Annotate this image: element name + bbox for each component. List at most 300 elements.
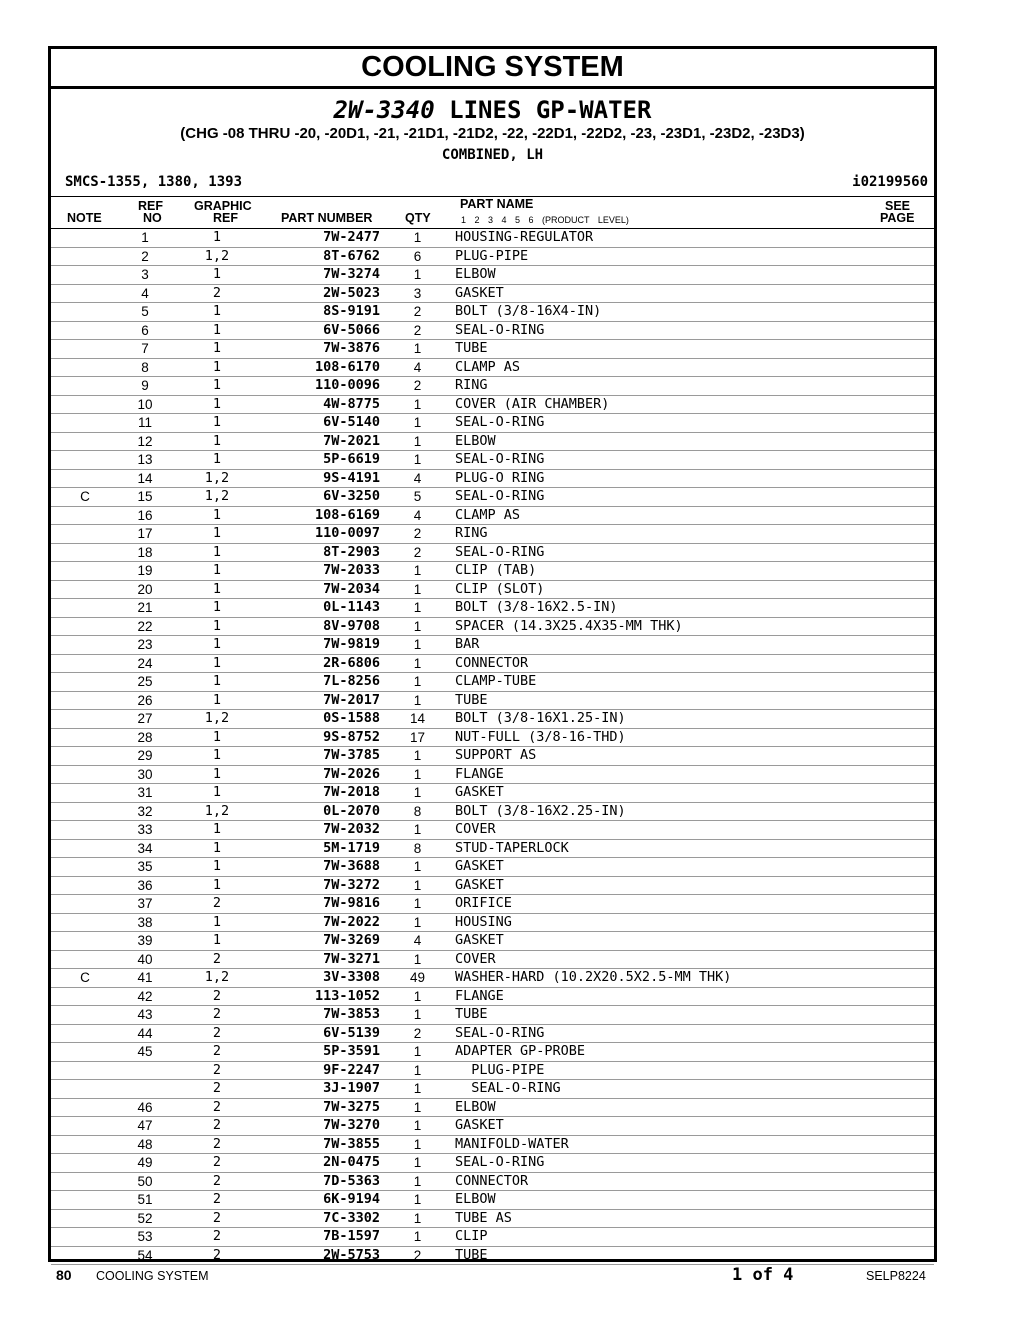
- table-row: [51, 895, 934, 914]
- row-see-page: [905, 950, 934, 969]
- row-note: C: [51, 969, 119, 988]
- row-note: [51, 432, 119, 451]
- row-note: [51, 747, 119, 766]
- table-row: [51, 1246, 934, 1265]
- row-part-name: SEAL-O-RING: [455, 451, 905, 470]
- row-graphic-ref: 1: [171, 858, 263, 877]
- row-part-number[interactable]: 6V-5140: [263, 414, 380, 433]
- row-see-page: [905, 895, 934, 914]
- row-part-number[interactable]: 5P-3591: [263, 1043, 380, 1062]
- row-ref-number: 12: [119, 432, 171, 451]
- row-ref-number: 21: [119, 599, 171, 618]
- row-see-page: [905, 432, 934, 451]
- row-qty: 1: [380, 617, 455, 636]
- row-part-name: COVER: [455, 950, 905, 969]
- row-see-page: [905, 266, 934, 285]
- row-note: [51, 266, 119, 285]
- parts-list-frame: [48, 46, 937, 1262]
- row-part-number[interactable]: 7W-2022: [263, 913, 380, 932]
- table-row: [51, 1117, 934, 1136]
- row-note: [51, 1024, 119, 1043]
- row-qty: 8: [380, 839, 455, 858]
- row-see-page: [905, 1117, 934, 1136]
- row-part-number[interactable]: 7W-3275: [263, 1098, 380, 1117]
- row-graphic-ref: 1: [171, 728, 263, 747]
- header-ref-line2: NO: [143, 211, 162, 225]
- row-graphic-ref: 1,2: [171, 247, 263, 266]
- row-part-number[interactable]: 7W-3272: [263, 876, 380, 895]
- row-see-page: [905, 987, 934, 1006]
- row-ref-number: 6: [119, 321, 171, 340]
- row-part-name: TUBE: [455, 1006, 905, 1025]
- table-row: [51, 321, 934, 340]
- row-part-number[interactable]: 7W-2477: [263, 229, 380, 247]
- row-see-page: [905, 1080, 934, 1099]
- row-graphic-ref: 1: [171, 691, 263, 710]
- row-graphic-ref: 1: [171, 913, 263, 932]
- row-qty: 4: [380, 358, 455, 377]
- footer-page-of: 1 of 4: [732, 1265, 794, 1285]
- row-see-page: [905, 913, 934, 932]
- row-graphic-ref: 1,2: [171, 469, 263, 488]
- row-part-number[interactable]: 7W-3270: [263, 1117, 380, 1136]
- row-qty: 17: [380, 728, 455, 747]
- row-ref-number: 39: [119, 932, 171, 951]
- row-part-number[interactable]: 7W-3855: [263, 1135, 380, 1154]
- row-see-page: [905, 932, 934, 951]
- row-ref-number: 53: [119, 1228, 171, 1247]
- table-row: [51, 913, 934, 932]
- row-see-page: [905, 340, 934, 359]
- row-graphic-ref: 2: [171, 950, 263, 969]
- table-row: [51, 747, 934, 766]
- row-see-page: [905, 1135, 934, 1154]
- row-part-name: ADAPTER GP-PROBE: [455, 1043, 905, 1062]
- row-graphic-ref: 1: [171, 580, 263, 599]
- row-graphic-ref: 1: [171, 525, 263, 544]
- row-part-number[interactable]: 6V-5066: [263, 321, 380, 340]
- row-see-page: [905, 728, 934, 747]
- row-ref-number: 10: [119, 395, 171, 414]
- row-part-number[interactable]: 7W-2032: [263, 821, 380, 840]
- row-part-number[interactable]: 8V-9708: [263, 617, 380, 636]
- row-graphic-ref: 1: [171, 876, 263, 895]
- row-part-number[interactable]: 7W-2018: [263, 784, 380, 803]
- row-part-number[interactable]: 8S-9191: [263, 303, 380, 322]
- row-qty: 1: [380, 858, 455, 877]
- row-note: [51, 1006, 119, 1025]
- row-part-number[interactable]: 7W-3274: [263, 266, 380, 285]
- row-ref-number: 42: [119, 987, 171, 1006]
- row-note: [51, 1228, 119, 1247]
- row-see-page: [905, 969, 934, 988]
- row-part-number[interactable]: 9S-8752: [263, 728, 380, 747]
- row-qty: 1: [380, 821, 455, 840]
- row-part-number[interactable]: 0S-1588: [263, 710, 380, 729]
- row-part-name: SEAL-O-RING: [455, 1154, 905, 1173]
- row-graphic-ref: 1: [171, 340, 263, 359]
- row-ref-number: 43: [119, 1006, 171, 1025]
- row-part-number[interactable]: 4W-8775: [263, 395, 380, 414]
- table-header: [51, 196, 934, 229]
- row-graphic-ref: 2: [171, 1228, 263, 1247]
- row-see-page: [905, 229, 934, 247]
- row-note: [51, 895, 119, 914]
- row-qty: 4: [380, 469, 455, 488]
- row-qty: 2: [380, 1246, 455, 1265]
- row-see-page: [905, 784, 934, 803]
- table-row: [51, 876, 934, 895]
- table-row: [51, 969, 934, 988]
- applicability-text: (CHG -08 THRU -20, -20D1, -21, -21D1, -21D2, -22, -22D1, -22D2, -23, -23D1, -23D2, -23D3): [180, 125, 805, 142]
- row-part-name: BOLT (3/8-16X1.25-IN): [455, 710, 905, 729]
- row-qty: 2: [380, 525, 455, 544]
- table-row: [51, 414, 934, 433]
- row-note: [51, 728, 119, 747]
- row-note: [51, 599, 119, 618]
- row-note: [51, 617, 119, 636]
- table-row: [51, 284, 934, 303]
- row-part-number[interactable]: 9F-2247: [263, 1061, 380, 1080]
- row-qty: 4: [380, 506, 455, 525]
- row-ref-number: 15: [119, 488, 171, 507]
- table-row: [51, 839, 934, 858]
- row-note: [51, 1117, 119, 1136]
- row-part-number[interactable]: 8T-2903: [263, 543, 380, 562]
- table-row: [51, 710, 934, 729]
- table-row: [51, 247, 934, 266]
- row-part-name: CLAMP AS: [455, 506, 905, 525]
- row-note: [51, 395, 119, 414]
- row-part-number[interactable]: 2R-6806: [263, 654, 380, 673]
- row-graphic-ref: 1: [171, 654, 263, 673]
- parts-table: [51, 229, 934, 1265]
- row-ref-number: 18: [119, 543, 171, 562]
- table-row: [51, 340, 934, 359]
- row-graphic-ref: 1: [171, 229, 263, 247]
- row-note: [51, 284, 119, 303]
- header-product-levels: 1 2 3 4 5 6 (PRODUCT LEVEL): [461, 215, 629, 225]
- row-part-number[interactable]: 7W-2026: [263, 765, 380, 784]
- row-part-name: GASKET: [455, 858, 905, 877]
- row-qty: 1: [380, 1154, 455, 1173]
- row-part-number[interactable]: 113-1052: [263, 987, 380, 1006]
- row-see-page: [905, 802, 934, 821]
- row-see-page: [905, 469, 934, 488]
- row-see-page: [905, 710, 934, 729]
- row-graphic-ref: 2: [171, 1043, 263, 1062]
- row-see-page: [905, 1098, 934, 1117]
- row-graphic-ref: 1: [171, 321, 263, 340]
- row-qty: 1: [380, 987, 455, 1006]
- row-graphic-ref: 2: [171, 987, 263, 1006]
- row-part-number[interactable]: 2W-5023: [263, 284, 380, 303]
- row-see-page: [905, 358, 934, 377]
- row-part-number[interactable]: 7C-3302: [263, 1209, 380, 1228]
- row-part-number[interactable]: 7W-2034: [263, 580, 380, 599]
- row-part-name: PLUG-O RING: [455, 469, 905, 488]
- row-part-number[interactable]: 6V-5139: [263, 1024, 380, 1043]
- row-part-number[interactable]: 7W-3269: [263, 932, 380, 951]
- row-qty: 1: [380, 229, 455, 247]
- row-see-page: [905, 321, 934, 340]
- row-graphic-ref: 1,2: [171, 710, 263, 729]
- row-qty: 1: [380, 1006, 455, 1025]
- table-row: [51, 580, 934, 599]
- row-qty: 1: [380, 1043, 455, 1062]
- row-ref-number: 41: [119, 969, 171, 988]
- table-row: [51, 784, 934, 803]
- row-part-name: NUT-FULL (3/8-16-THD): [455, 728, 905, 747]
- row-part-number[interactable]: 7W-3876: [263, 340, 380, 359]
- row-note: [51, 1154, 119, 1173]
- row-graphic-ref: 2: [171, 1061, 263, 1080]
- row-qty: 1: [380, 1191, 455, 1210]
- row-part-number[interactable]: 108-6169: [263, 506, 380, 525]
- row-part-number[interactable]: 8T-6762: [263, 247, 380, 266]
- row-part-number[interactable]: 6K-9194: [263, 1191, 380, 1210]
- row-part-number[interactable]: 7D-5363: [263, 1172, 380, 1191]
- row-note: [51, 321, 119, 340]
- row-part-number[interactable]: 7W-3785: [263, 747, 380, 766]
- row-part-number[interactable]: 7W-3271: [263, 950, 380, 969]
- row-see-page: [905, 636, 934, 655]
- row-see-page: [905, 1154, 934, 1173]
- header-qty: QTY: [405, 211, 431, 225]
- row-graphic-ref: 2: [171, 1117, 263, 1136]
- footer-section: COOLING SYSTEM: [96, 1269, 209, 1283]
- row-note: [51, 414, 119, 433]
- row-note: [51, 1172, 119, 1191]
- row-graphic-ref: 2: [171, 1080, 263, 1099]
- row-ref-number: [119, 1061, 171, 1080]
- row-part-name: SEAL-O-RING: [455, 1080, 905, 1099]
- row-qty: 8: [380, 802, 455, 821]
- row-note: [51, 506, 119, 525]
- row-see-page: [905, 1043, 934, 1062]
- row-ref-number: 38: [119, 913, 171, 932]
- table-row: [51, 673, 934, 692]
- row-note: [51, 1191, 119, 1210]
- row-see-page: [905, 525, 934, 544]
- row-note: [51, 229, 119, 247]
- group-heading: [51, 97, 934, 123]
- row-graphic-ref: 1: [171, 432, 263, 451]
- row-qty: 1: [380, 562, 455, 581]
- row-qty: 1: [380, 1209, 455, 1228]
- row-part-number[interactable]: 0L-1143: [263, 599, 380, 618]
- row-part-number[interactable]: 7W-2017: [263, 691, 380, 710]
- row-part-name: COVER (AIR CHAMBER): [455, 395, 905, 414]
- row-part-number[interactable]: 6V-3250: [263, 488, 380, 507]
- row-graphic-ref: 2: [171, 284, 263, 303]
- illustration-id: i02199560: [852, 174, 928, 190]
- row-part-name: CONNECTOR: [455, 654, 905, 673]
- row-graphic-ref: 1: [171, 932, 263, 951]
- row-see-page: [905, 691, 934, 710]
- row-note: [51, 802, 119, 821]
- table-row: [51, 932, 934, 951]
- table-row: [51, 691, 934, 710]
- row-part-name: TUBE AS: [455, 1209, 905, 1228]
- row-ref-number: 30: [119, 765, 171, 784]
- row-note: [51, 821, 119, 840]
- table-row: [51, 488, 934, 507]
- row-note: [51, 377, 119, 396]
- row-note: [51, 451, 119, 470]
- table-row: [51, 562, 934, 581]
- row-part-number[interactable]: 2W-5753: [263, 1246, 380, 1265]
- row-note: [51, 1246, 119, 1265]
- row-part-name: ELBOW: [455, 1191, 905, 1210]
- row-part-name: SEAL-O-RING: [455, 543, 905, 562]
- row-note: [51, 303, 119, 322]
- row-qty: 1: [380, 1061, 455, 1080]
- row-part-number[interactable]: 2N-0475: [263, 1154, 380, 1173]
- table-row: [51, 1043, 934, 1062]
- row-graphic-ref: 1: [171, 266, 263, 285]
- row-part-number[interactable]: 7L-8256: [263, 673, 380, 692]
- row-part-number[interactable]: 9S-4191: [263, 469, 380, 488]
- row-part-number[interactable]: 7W-2021: [263, 432, 380, 451]
- row-qty: 1: [380, 599, 455, 618]
- row-note: [51, 543, 119, 562]
- row-graphic-ref: 1: [171, 784, 263, 803]
- row-part-name: CLIP: [455, 1228, 905, 1247]
- row-part-name: GASKET: [455, 1117, 905, 1136]
- row-part-name: PLUG-PIPE: [455, 247, 905, 266]
- table-row: [51, 377, 934, 396]
- row-qty: 1: [380, 395, 455, 414]
- row-ref-number: 46: [119, 1098, 171, 1117]
- row-graphic-ref: 1: [171, 377, 263, 396]
- row-graphic-ref: 1: [171, 821, 263, 840]
- row-part-name: RING: [455, 525, 905, 544]
- header-part-number: PART NUMBER: [281, 211, 373, 225]
- row-qty: 6: [380, 247, 455, 266]
- row-ref-number: 26: [119, 691, 171, 710]
- row-qty: 1: [380, 913, 455, 932]
- row-ref-number: 9: [119, 377, 171, 396]
- row-ref-number: 32: [119, 802, 171, 821]
- row-qty: 2: [380, 303, 455, 322]
- row-part-number[interactable]: 5M-1719: [263, 839, 380, 858]
- row-part-number[interactable]: 3V-3308: [263, 969, 380, 988]
- row-graphic-ref: 2: [171, 1246, 263, 1265]
- row-ref-number: 3: [119, 266, 171, 285]
- row-graphic-ref: 2: [171, 1154, 263, 1173]
- row-ref-number: 17: [119, 525, 171, 544]
- row-part-number[interactable]: 108-6170: [263, 358, 380, 377]
- table-row: [51, 728, 934, 747]
- row-part-number[interactable]: 7W-3853: [263, 1006, 380, 1025]
- row-ref-number: 35: [119, 858, 171, 877]
- row-see-page: [905, 506, 934, 525]
- row-graphic-ref: 1: [171, 765, 263, 784]
- row-ref-number: 44: [119, 1024, 171, 1043]
- table-row: [51, 1209, 934, 1228]
- row-note: [51, 765, 119, 784]
- row-part-number[interactable]: 7W-9819: [263, 636, 380, 655]
- group-name: LINES GP-WATER: [449, 96, 652, 124]
- row-ref-number: [119, 1080, 171, 1099]
- row-part-name: ORIFICE: [455, 895, 905, 914]
- row-part-number[interactable]: 7W-2033: [263, 562, 380, 581]
- row-qty: 1: [380, 1172, 455, 1191]
- row-qty: 1: [380, 636, 455, 655]
- row-part-name: RING: [455, 377, 905, 396]
- row-qty: 2: [380, 321, 455, 340]
- table-row: [51, 987, 934, 1006]
- table-row: [51, 858, 934, 877]
- row-qty: 1: [380, 747, 455, 766]
- footer-page-number: 80: [56, 1267, 72, 1283]
- group-part-number[interactable]: 2W-3340: [333, 96, 435, 124]
- row-qty: 1: [380, 950, 455, 969]
- row-qty: 2: [380, 1024, 455, 1043]
- row-part-number[interactable]: 7B-1597: [263, 1228, 380, 1247]
- row-note: [51, 950, 119, 969]
- row-see-page: [905, 1246, 934, 1265]
- table-row: [51, 266, 934, 285]
- row-qty: 49: [380, 969, 455, 988]
- row-qty: 1: [380, 414, 455, 433]
- row-part-number[interactable]: 0L-2070: [263, 802, 380, 821]
- row-graphic-ref: 1: [171, 636, 263, 655]
- row-graphic-ref: 1: [171, 747, 263, 766]
- row-part-number[interactable]: 5P-6619: [263, 451, 380, 470]
- row-see-page: [905, 858, 934, 877]
- row-graphic-ref: 1: [171, 599, 263, 618]
- table-row: [51, 1024, 934, 1043]
- row-qty: 3: [380, 284, 455, 303]
- row-qty: 1: [380, 266, 455, 285]
- row-qty: 1: [380, 673, 455, 692]
- row-ref-number: 23: [119, 636, 171, 655]
- row-qty: 5: [380, 488, 455, 507]
- row-note: [51, 673, 119, 692]
- row-part-name: CONNECTOR: [455, 1172, 905, 1191]
- row-ref-number: 5: [119, 303, 171, 322]
- row-graphic-ref: 1,2: [171, 969, 263, 988]
- table-row: [51, 1006, 934, 1025]
- table-row: [51, 525, 934, 544]
- row-part-name: STUD-TAPERLOCK: [455, 839, 905, 858]
- row-part-number[interactable]: 7W-3688: [263, 858, 380, 877]
- row-part-name: BOLT (3/8-16X2.25-IN): [455, 802, 905, 821]
- table-row: [51, 636, 934, 655]
- row-graphic-ref: 1: [171, 617, 263, 636]
- row-ref-number: 31: [119, 784, 171, 803]
- row-ref-number: 49: [119, 1154, 171, 1173]
- row-part-name: ELBOW: [455, 266, 905, 285]
- row-graphic-ref: 1,2: [171, 488, 263, 507]
- row-part-number[interactable]: 7W-9816: [263, 895, 380, 914]
- row-see-page: [905, 1209, 934, 1228]
- row-part-name: SEAL-O-RING: [455, 488, 905, 507]
- row-part-number[interactable]: 3J-1907: [263, 1080, 380, 1099]
- row-note: [51, 636, 119, 655]
- row-part-number[interactable]: 110-0097: [263, 525, 380, 544]
- row-part-name: SEAL-O-RING: [455, 321, 905, 340]
- row-qty: 1: [380, 1098, 455, 1117]
- table-row: [51, 303, 934, 322]
- header-ref-line1: REF: [138, 199, 163, 213]
- table-row: [51, 432, 934, 451]
- row-part-number[interactable]: 110-0096: [263, 377, 380, 396]
- table-row: [51, 654, 934, 673]
- row-part-name: COVER: [455, 821, 905, 840]
